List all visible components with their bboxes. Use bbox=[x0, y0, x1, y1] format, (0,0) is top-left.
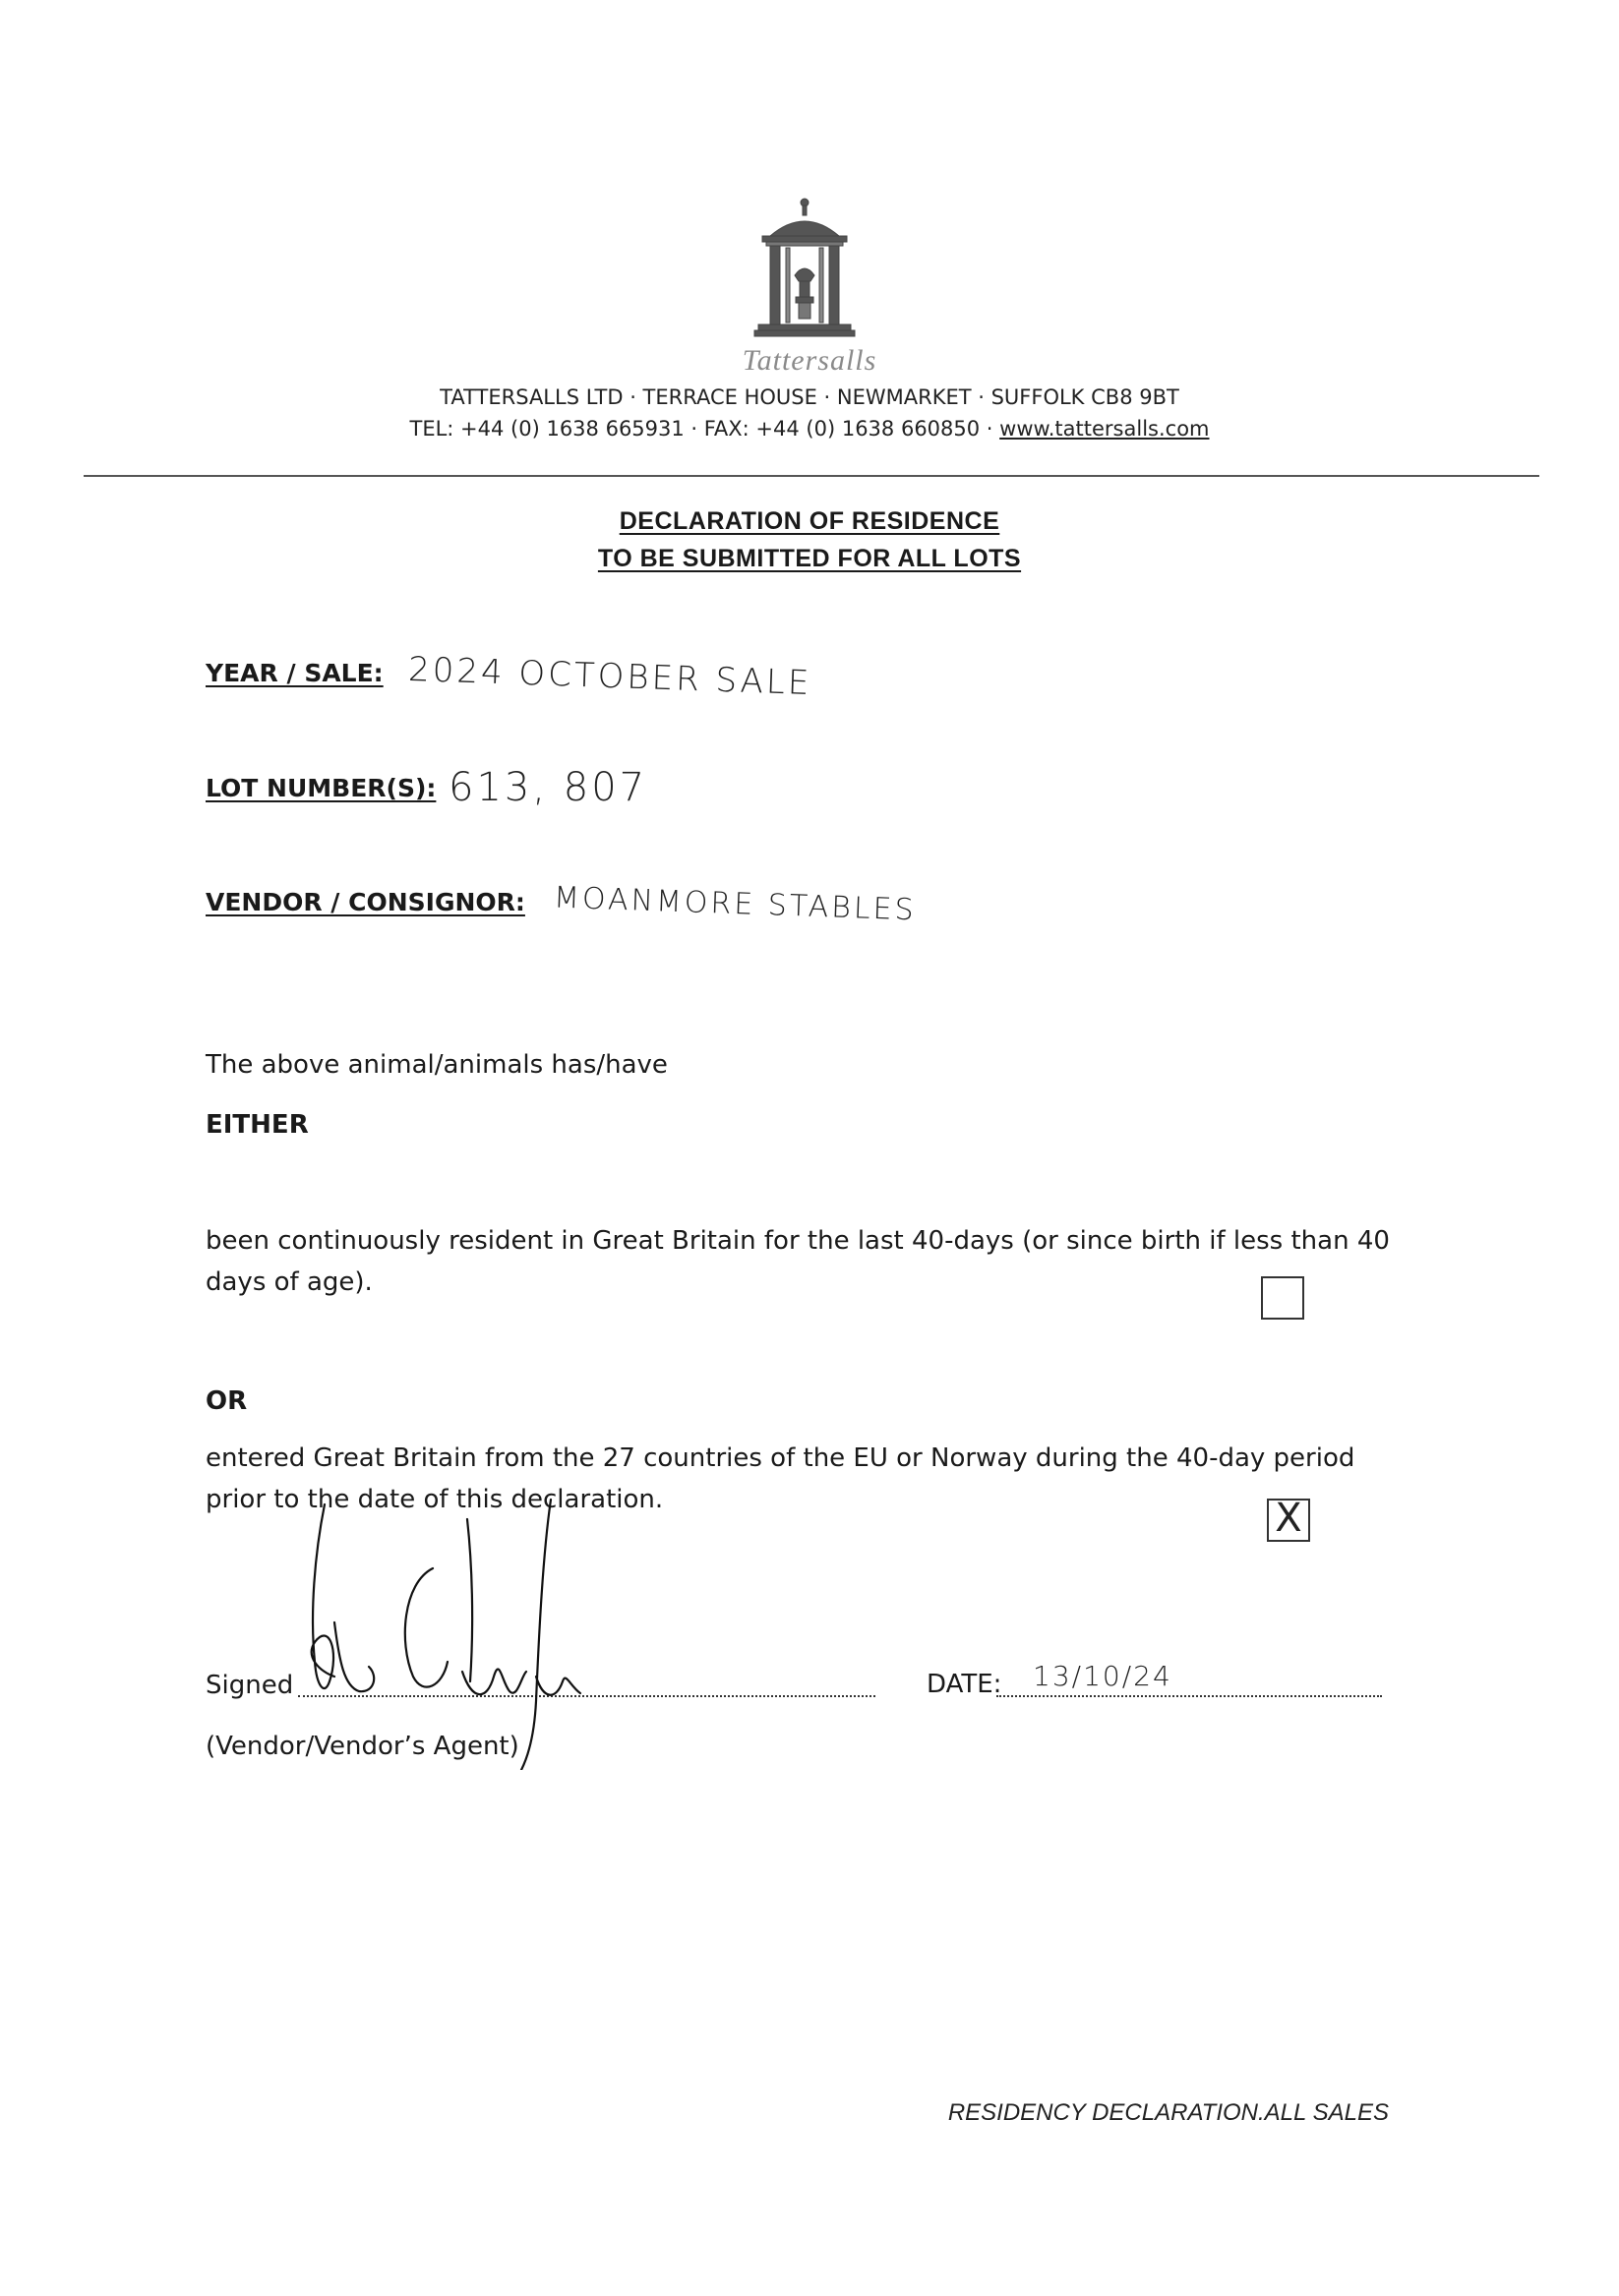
year-sale-value[interactable]: 2024 OCTOBER SALE bbox=[407, 649, 813, 704]
date-value[interactable]: 13/10/24 bbox=[1033, 1660, 1172, 1692]
header-divider bbox=[84, 475, 1539, 477]
option-2-checkbox[interactable] bbox=[1267, 1496, 1310, 1542]
tattersalls-rotunda-logo-icon bbox=[750, 197, 859, 344]
vendor-consignor-label: VENDOR / CONSIGNOR: bbox=[206, 888, 525, 916]
signed-label: Signed bbox=[206, 1671, 294, 1700]
lot-numbers-value[interactable]: 613, 807 bbox=[449, 765, 648, 810]
option-2-line-2: prior to the date of this declaration. bbox=[206, 1485, 664, 1514]
option-1-line-2: days of age). bbox=[206, 1267, 373, 1297]
date-line[interactable] bbox=[996, 1695, 1382, 1697]
option-1-line-1: been continuously resident in Great Britain for the last 40-days (or since birth if less than 40 bbox=[206, 1226, 1390, 1256]
option-1-checkbox[interactable] bbox=[1261, 1276, 1304, 1320]
company-address: TATTERSALLS LTD · TERRACE HOUSE · NEWMARKET · SUFFOLK CB8 9BT bbox=[440, 385, 1179, 409]
document-title bbox=[295, 507, 1324, 536]
tattersalls-wordmark: Tattersalls bbox=[742, 344, 877, 377]
vendor-agent-label: (Vendor/Vendor’s Agent) bbox=[206, 1732, 519, 1761]
checkbox-x-mark: X bbox=[1275, 1496, 1302, 1541]
declaration-intro: The above animal/animals has/have bbox=[206, 1050, 668, 1080]
document-subtitle bbox=[295, 545, 1324, 573]
option-2-line-1: entered Great Britain from the 27 countries of the EU or Norway during the 40-day period bbox=[206, 1443, 1355, 1473]
contact-details: TEL: +44 (0) 1638 665931 · FAX: +44 (0) 1638 660850 · bbox=[409, 417, 1000, 441]
form-footer: RESIDENCY DECLARATION.ALL SALES bbox=[947, 2099, 1389, 2126]
either-heading: EITHER bbox=[206, 1110, 309, 1140]
date-label: DATE: bbox=[927, 1670, 1002, 1699]
year-sale-label: YEAR / SALE: bbox=[206, 659, 384, 687]
or-heading: OR bbox=[206, 1386, 248, 1416]
title-line-1: DECLARATION OF RESIDENCE bbox=[619, 507, 1000, 535]
company-contact bbox=[295, 417, 1324, 441]
title-line-2: TO BE SUBMITTED FOR ALL LOTS bbox=[597, 545, 1022, 572]
vendor-consignor-value[interactable]: MOANMORE STABLES bbox=[553, 880, 918, 928]
lot-numbers-label: LOT NUMBER(S): bbox=[206, 774, 437, 802]
website-link[interactable]: www.tattersalls.com bbox=[999, 417, 1210, 441]
